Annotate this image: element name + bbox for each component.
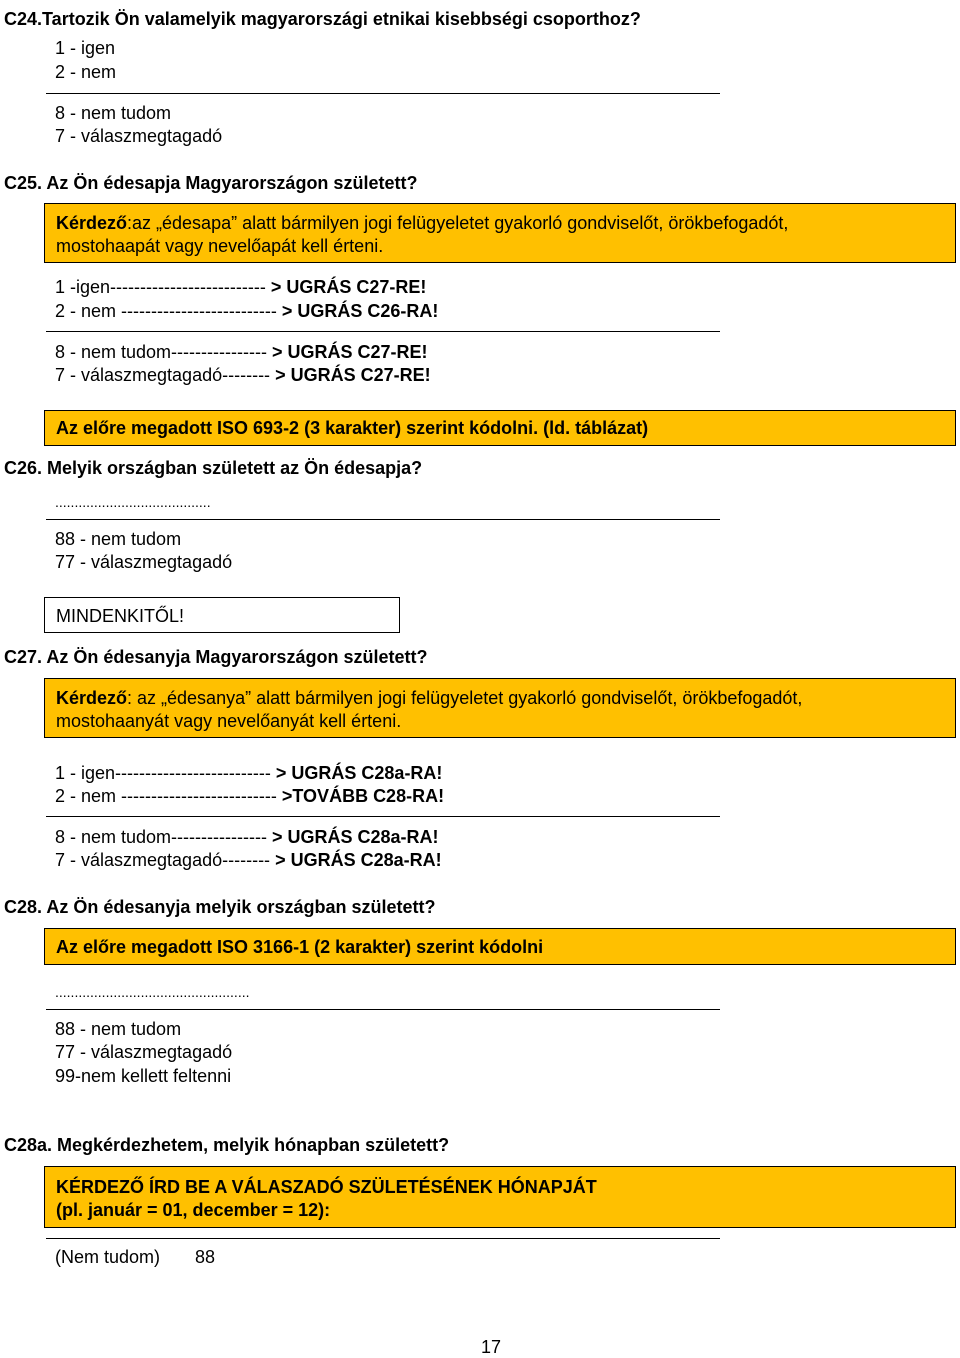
c28-iso-coding-note: Az előre megadott ISO 3166-1 (2 karakter) szerint kódolni — [44, 928, 956, 965]
c27-option-dontknow: 8 - nem tudom---------------- > UGRÁS C28a-RA! — [55, 827, 439, 847]
c28a-interviewer-instruction: KÉRDEZŐ ÍRD BE A VÁLASZADÓ SZÜLETÉSÉNEK HÓNAPJÁT (pl. január = 01, december = 12): — [44, 1166, 956, 1228]
skip-instruction: > UGRÁS C27-RE! — [266, 342, 428, 362]
c25-option-no: 2 - nem -------------------------- > UGRÁS C26-RA! — [55, 301, 439, 321]
c24-option-refused: 7 - válaszmegtagadó — [55, 126, 223, 146]
c25-question: C25. Az Ön édesapja Magyarországon született? — [4, 173, 418, 193]
interviewer-label: Kérdező — [56, 688, 128, 708]
note-text: : az „édesanya” alatt bármilyen jogi felügyeletet gyakorló gondviselőt, örökbefogadót, — [127, 688, 803, 708]
c26-question: C26. Melyik országban született az Ön édesapja? — [4, 458, 423, 478]
c24-option-no: 2 - nem — [55, 62, 117, 82]
c28-answer-field: .................................................. — [55, 984, 250, 1000]
skip-instruction: > UGRÁS C27-RE! — [270, 365, 431, 385]
divider — [46, 331, 720, 332]
c25-option-refused: 7 - válaszmegtagadó-------- > UGRÁS C27-RE! — [55, 365, 431, 385]
c26-option-dontknow: 88 - nem tudom — [55, 529, 182, 549]
skip-instruction: > UGRÁS C28a-RA! — [270, 850, 442, 870]
skip-instruction: > UGRÁS C26-RA! — [276, 301, 439, 321]
skip-instruction: > UGRÁS C28a-RA! — [270, 763, 443, 783]
skip-instruction: >TOVÁBB C28-RA! — [276, 786, 445, 806]
c24-question: C24.Tartozik Ön valamelyik magyarországi etnikai kisebbségi csoporthoz? — [4, 9, 641, 29]
c28-question: C28. Az Ön édesanyja melyik országban született? — [4, 897, 436, 917]
c28a-question: C28a. Megkérdezhetem, melyik hónapban született? — [4, 1135, 450, 1155]
c25-option-yes: 1 -igen-------------------------- > UGRÁS C27-RE! — [55, 277, 427, 297]
c25-interviewer-note — [44, 203, 956, 263]
note-text: mostohaapát vagy nevelőapát kell érteni. — [56, 236, 384, 256]
note-text: mostohaanyát vagy nevelőanyát kell érteni. — [56, 711, 402, 731]
c26-option-refused: 77 - válaszmegtagadó — [55, 552, 233, 572]
c27-option-no: 2 - nem -------------------------- >TOVÁBB C28-RA! — [55, 786, 445, 806]
divider — [46, 519, 720, 520]
everyone-box: MINDENKITŐL! — [44, 597, 400, 633]
c28a-dontknow-label: (Nem tudom) — [55, 1247, 161, 1267]
c27-option-refused: 7 - válaszmegtagadó-------- > UGRÁS C28a-RA! — [55, 850, 442, 870]
c27-question: C27. Az Ön édesanyja Magyarországon született? — [4, 647, 428, 667]
c24-option-yes: 1 - igen — [55, 38, 116, 58]
page-number: 17 — [481, 1337, 502, 1357]
divider — [46, 1238, 720, 1239]
c28-option-not-asked: 99-nem kellett feltenni — [55, 1066, 232, 1086]
c27-interviewer-note — [44, 678, 956, 738]
c25-iso-coding-note: Az előre megadott ISO 693-2 (3 karakter) szerint kódolni. (ld. táblázat) — [44, 410, 956, 446]
c24-option-dontknow: 8 - nem tudom — [55, 103, 172, 123]
skip-instruction: > UGRÁS C28a-RA! — [266, 827, 439, 847]
divider — [46, 1009, 720, 1010]
c25-option-dontknow: 8 - nem tudom---------------- > UGRÁS C27-RE! — [55, 342, 428, 362]
c28a-dontknow-code: 88 — [195, 1247, 216, 1267]
divider — [46, 816, 720, 817]
c27-option-yes: 1 - igen-------------------------- > UGRÁS C28a-RA! — [55, 763, 443, 783]
interviewer-label: Kérdező — [56, 213, 128, 233]
divider — [46, 93, 720, 94]
note-text: :az „édesapa” alatt bármilyen jogi felügyeletet gyakorló gondviselőt, örökbefogadót, — [127, 213, 789, 233]
c28-option-dontknow: 88 - nem tudom — [55, 1019, 182, 1039]
skip-instruction: > UGRÁS C27-RE! — [265, 277, 427, 297]
c28-option-refused: 77 - válaszmegtagadó — [55, 1042, 233, 1062]
c26-answer-field: ........................................ — [55, 494, 211, 510]
